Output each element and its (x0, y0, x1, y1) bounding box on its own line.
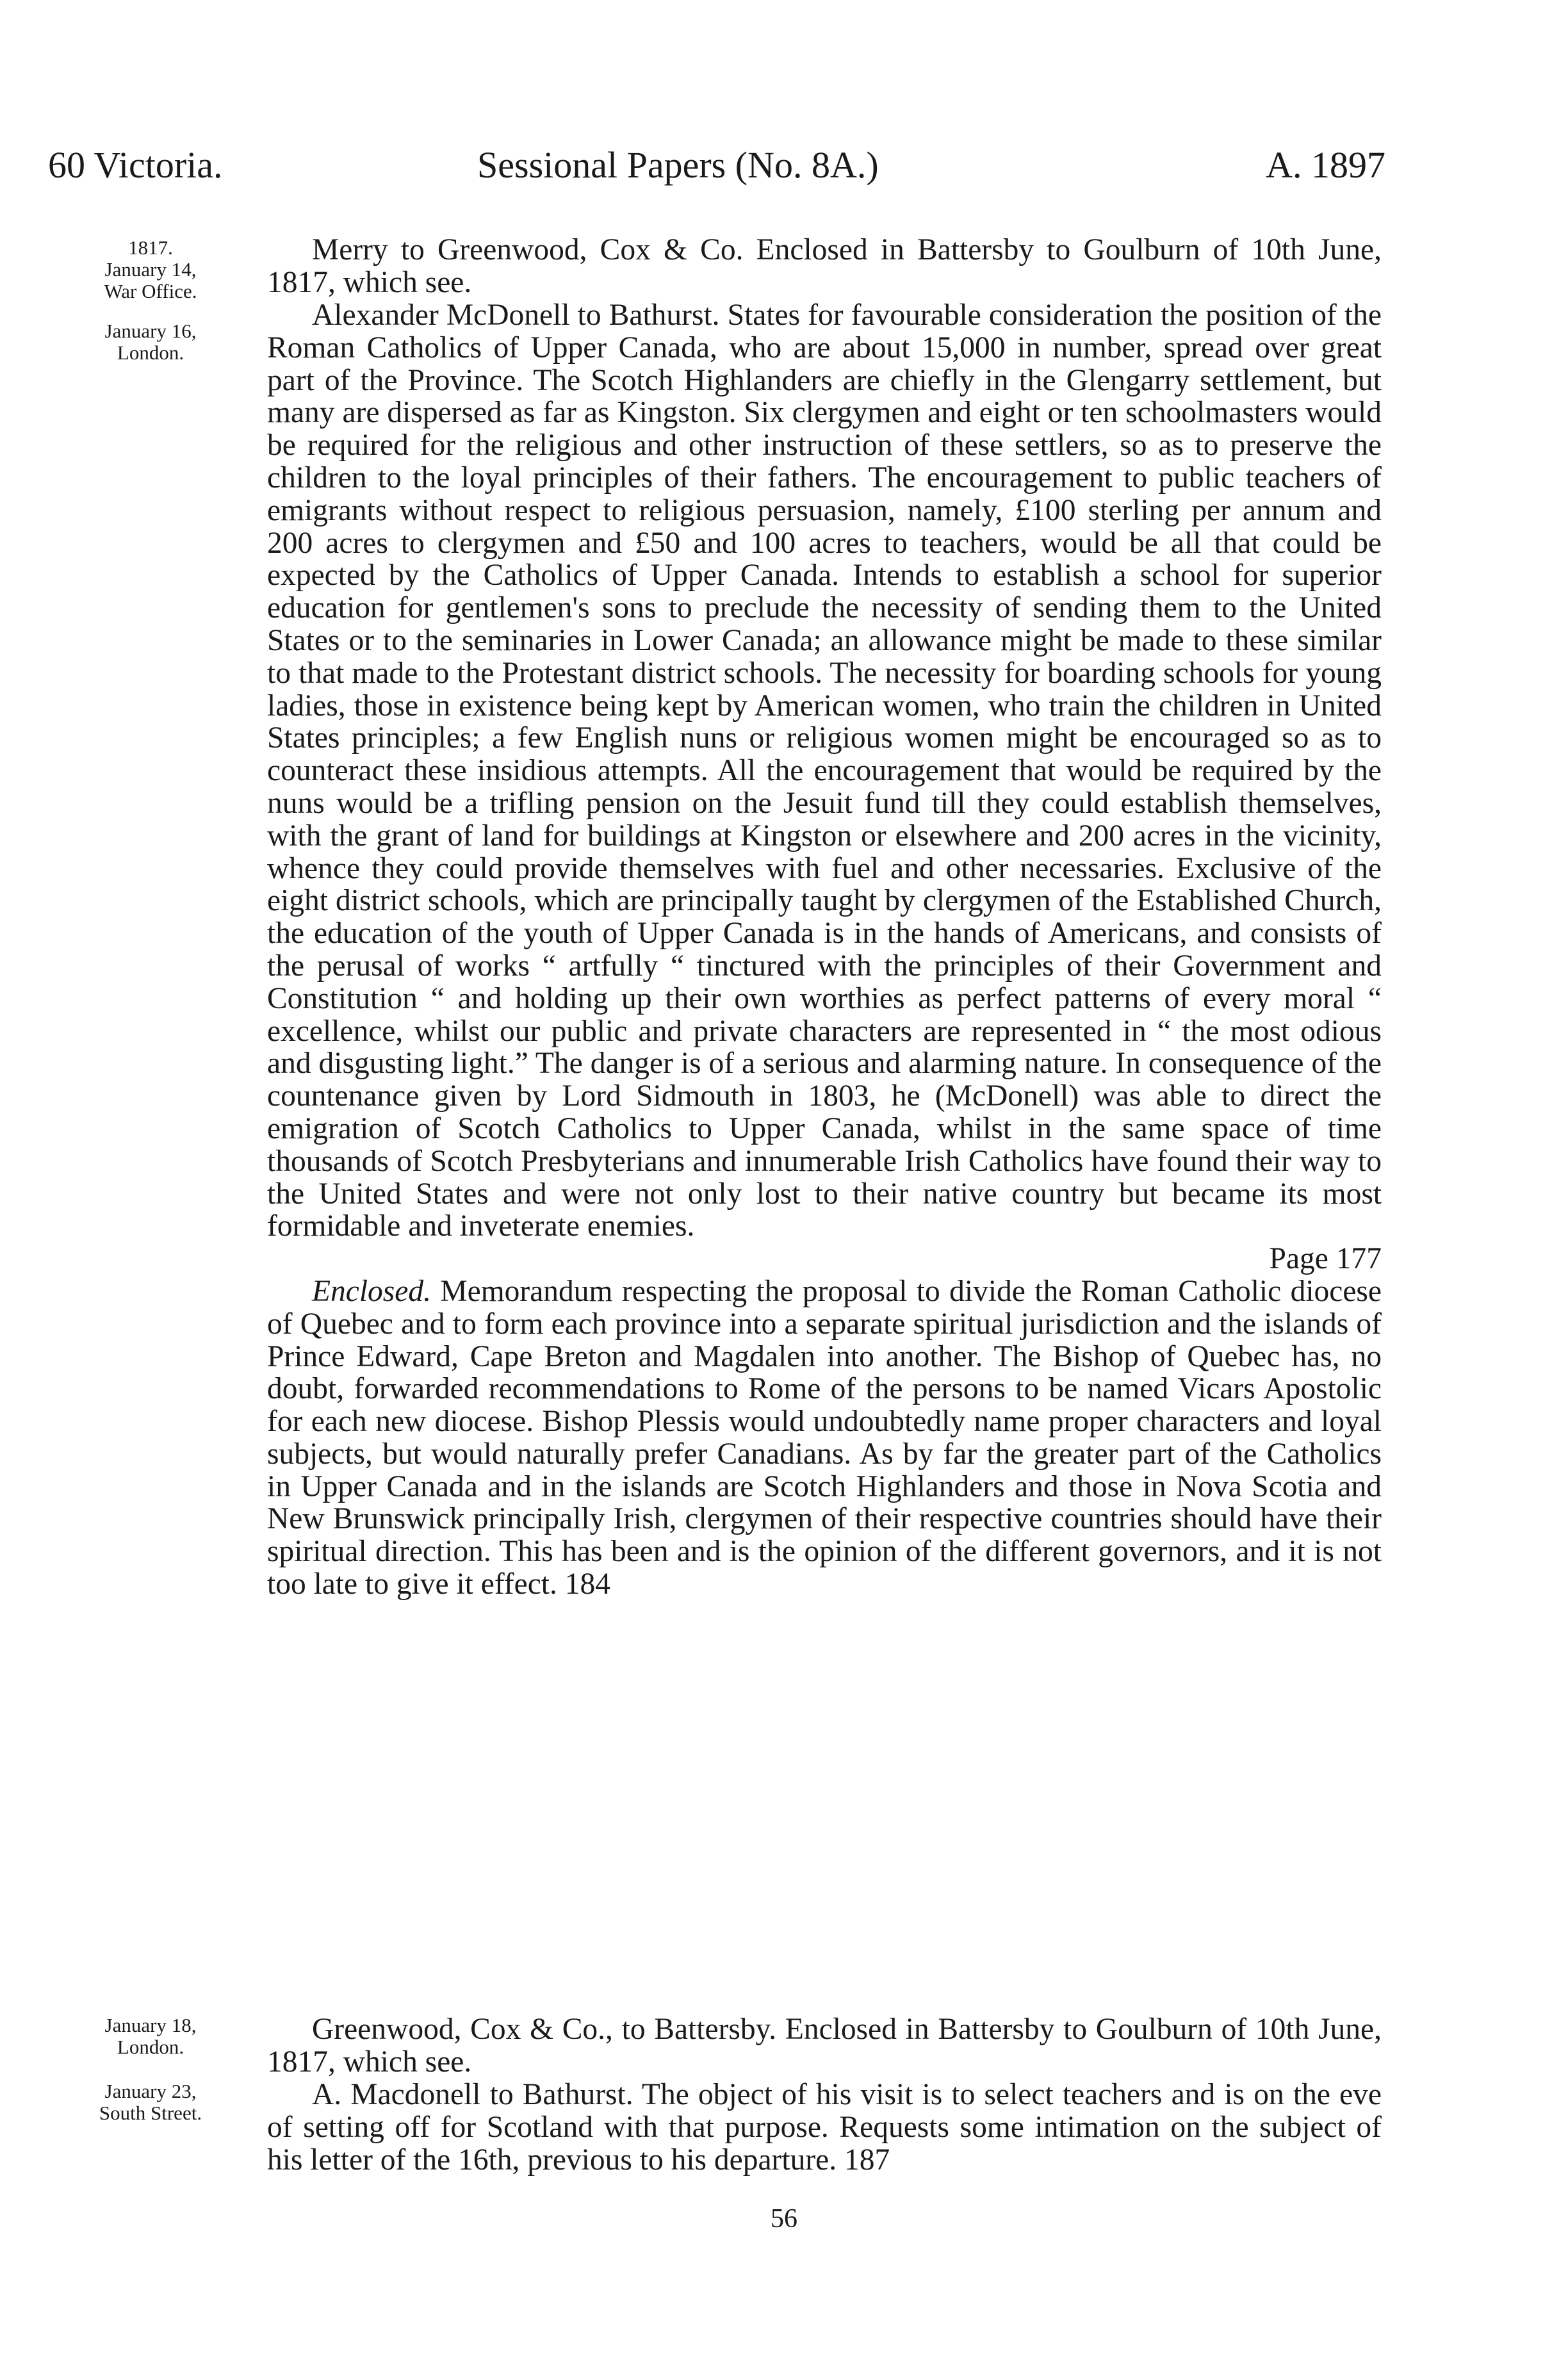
margin-place: South Street. (99, 2102, 202, 2124)
entry-merry-to-greenwood (267, 234, 1382, 299)
page-number: 56 (771, 2204, 797, 2234)
margin-date: January 18, (104, 2014, 197, 2036)
margin-date: January 23, (104, 2080, 197, 2102)
enclosed-label: Enclosed. (312, 1274, 431, 1308)
margin-place: London. (117, 2036, 184, 2058)
margin-note-3 (45, 2015, 256, 2058)
header-regnal-year: 60 Victoria. (48, 144, 223, 186)
page-reference: Page 177 (1269, 1242, 1382, 1276)
margin-date: January 14, (104, 258, 197, 281)
header-series-title: Sessional Papers (No. 8A.) (477, 144, 879, 186)
running-head (48, 140, 1385, 191)
margin-date: January 16, (104, 320, 197, 342)
margin-note-1 (45, 237, 256, 302)
margin-year: 1817. (128, 236, 173, 259)
entry-text: Greenwood, Cox & Co., to Battersby. Enclosed in Battersby to Goulburn of 10th June, 1817, which see. (267, 2013, 1382, 2079)
margin-note-2 (45, 320, 256, 364)
entry-mcdonell-to-bathurst (267, 299, 1382, 1601)
entry-text: A. Macdonell to Bathurst. The object of his visit is to select teachers and is on the eve of setting off for Scotland with that purpose. Requests some intimation on the subject of his letter of the 16th, previous to his departure. 187 (267, 2078, 1382, 2177)
enclosure-paragraph (267, 1275, 1382, 1601)
entry-greenwood-to-battersby (267, 2013, 1382, 2079)
header-year: A. 1897 (1266, 144, 1385, 186)
margin-place: War Office. (104, 280, 197, 302)
margin-place: London. (117, 341, 184, 364)
entry-text: Merry to Greenwood, Cox & Co. Enclosed in Battersby to Goulburn of 10th June, 1817, which see. (267, 233, 1382, 299)
margin-note-4 (45, 2081, 256, 2124)
entry-text: Alexander McDonell to Bathurst. States for favourable consideration the position of the Roman Catholics of Upper Canada, who are about 15,000 in number, spread over great part of the Province. The Scotch Highlanders are chiefly in the Glengarry settlement, but many are dispersed as far as Kingston. Six clergymen and eight or ten schoolmasters would be required for the religious and other instruction of these settlers, so as to preserve the children to the loyal principles of their fathers. The encouragement to public teachers of emigrants without respect to religious persuasion, namely, £100 sterling per annum and 200 acres to clergymen and £50 and 100 acres to teachers, would be all that could be expected by the Catholics of Upper Canada. Intends to establish a school for superior education for gentlemen's sons to preclude the necessity of sending them to the United States or to the seminaries in Lower Canada; an allowance might be made to these similar to that made to the Protestant district schools. The necessity for boarding schools for young ladies, those in existence being kept by American women, who train the children in United States principles; a few English nuns or religious women might be encouraged so as to counteract these insidious attempts. All the encouragement that would be required by the nuns would be a trifling pension on the Jesuit fund till they could establish themselves, with the grant of land for buildings at Kingston or elsewhere and 200 acres in the vicinity, whence they could provide themselves with fuel and other necessaries. Exclusive of the eight district schools, which are principally taught by clergymen of the Established Church, the education of the youth of Upper Canada is in the hands of Americans, and consists of the perusal of works “ artfully “ tinctured with the principles of their Government and Constitution “ and holding up their own worthies as perfect patterns of every moral “ excellence, whilst our public and private characters are represented in “ the most odious and disgusting light.” The danger is of a serious and alarming nature. In consequence of the countenance given by Lord Sidmouth in 1803, he (McDonell) was able to direct the emigration of Scotch Catholics to Upper Canada, whilst in the same space of time thousands of Scotch Presbyterians and innumerable Irish Catholics have found their way to the United States and were not only lost to their native country but became its most formidable and inveterate enemies. (267, 298, 1382, 1243)
enclosure-text: Memorandum respecting the proposal to divide the Roman Catholic diocese of Quebec and to form each province into a separate spiritual jurisdiction and the islands of Prince Edward, Cape Breton and Magdalen into another. The Bishop of Quebec has, no doubt, forwarded recommendations to Rome of the persons to be named Vicars Apostolic for each new diocese. Bishop Plessis would undoubtedly name proper characters and loyal subjects, but would naturally prefer Canadians. As by far the greater part of the Catholics in Upper Canada and in the islands are Scotch Highlanders and those in Nova Scotia and New Brunswick principally Irish, clergymen of their respective countries should have their spiritual direction. This has been and is the opinion of the different governors, and it is not too late to give it effect. 184 (267, 1274, 1382, 1601)
entry-macdonell-to-bathurst (267, 2079, 1382, 2176)
